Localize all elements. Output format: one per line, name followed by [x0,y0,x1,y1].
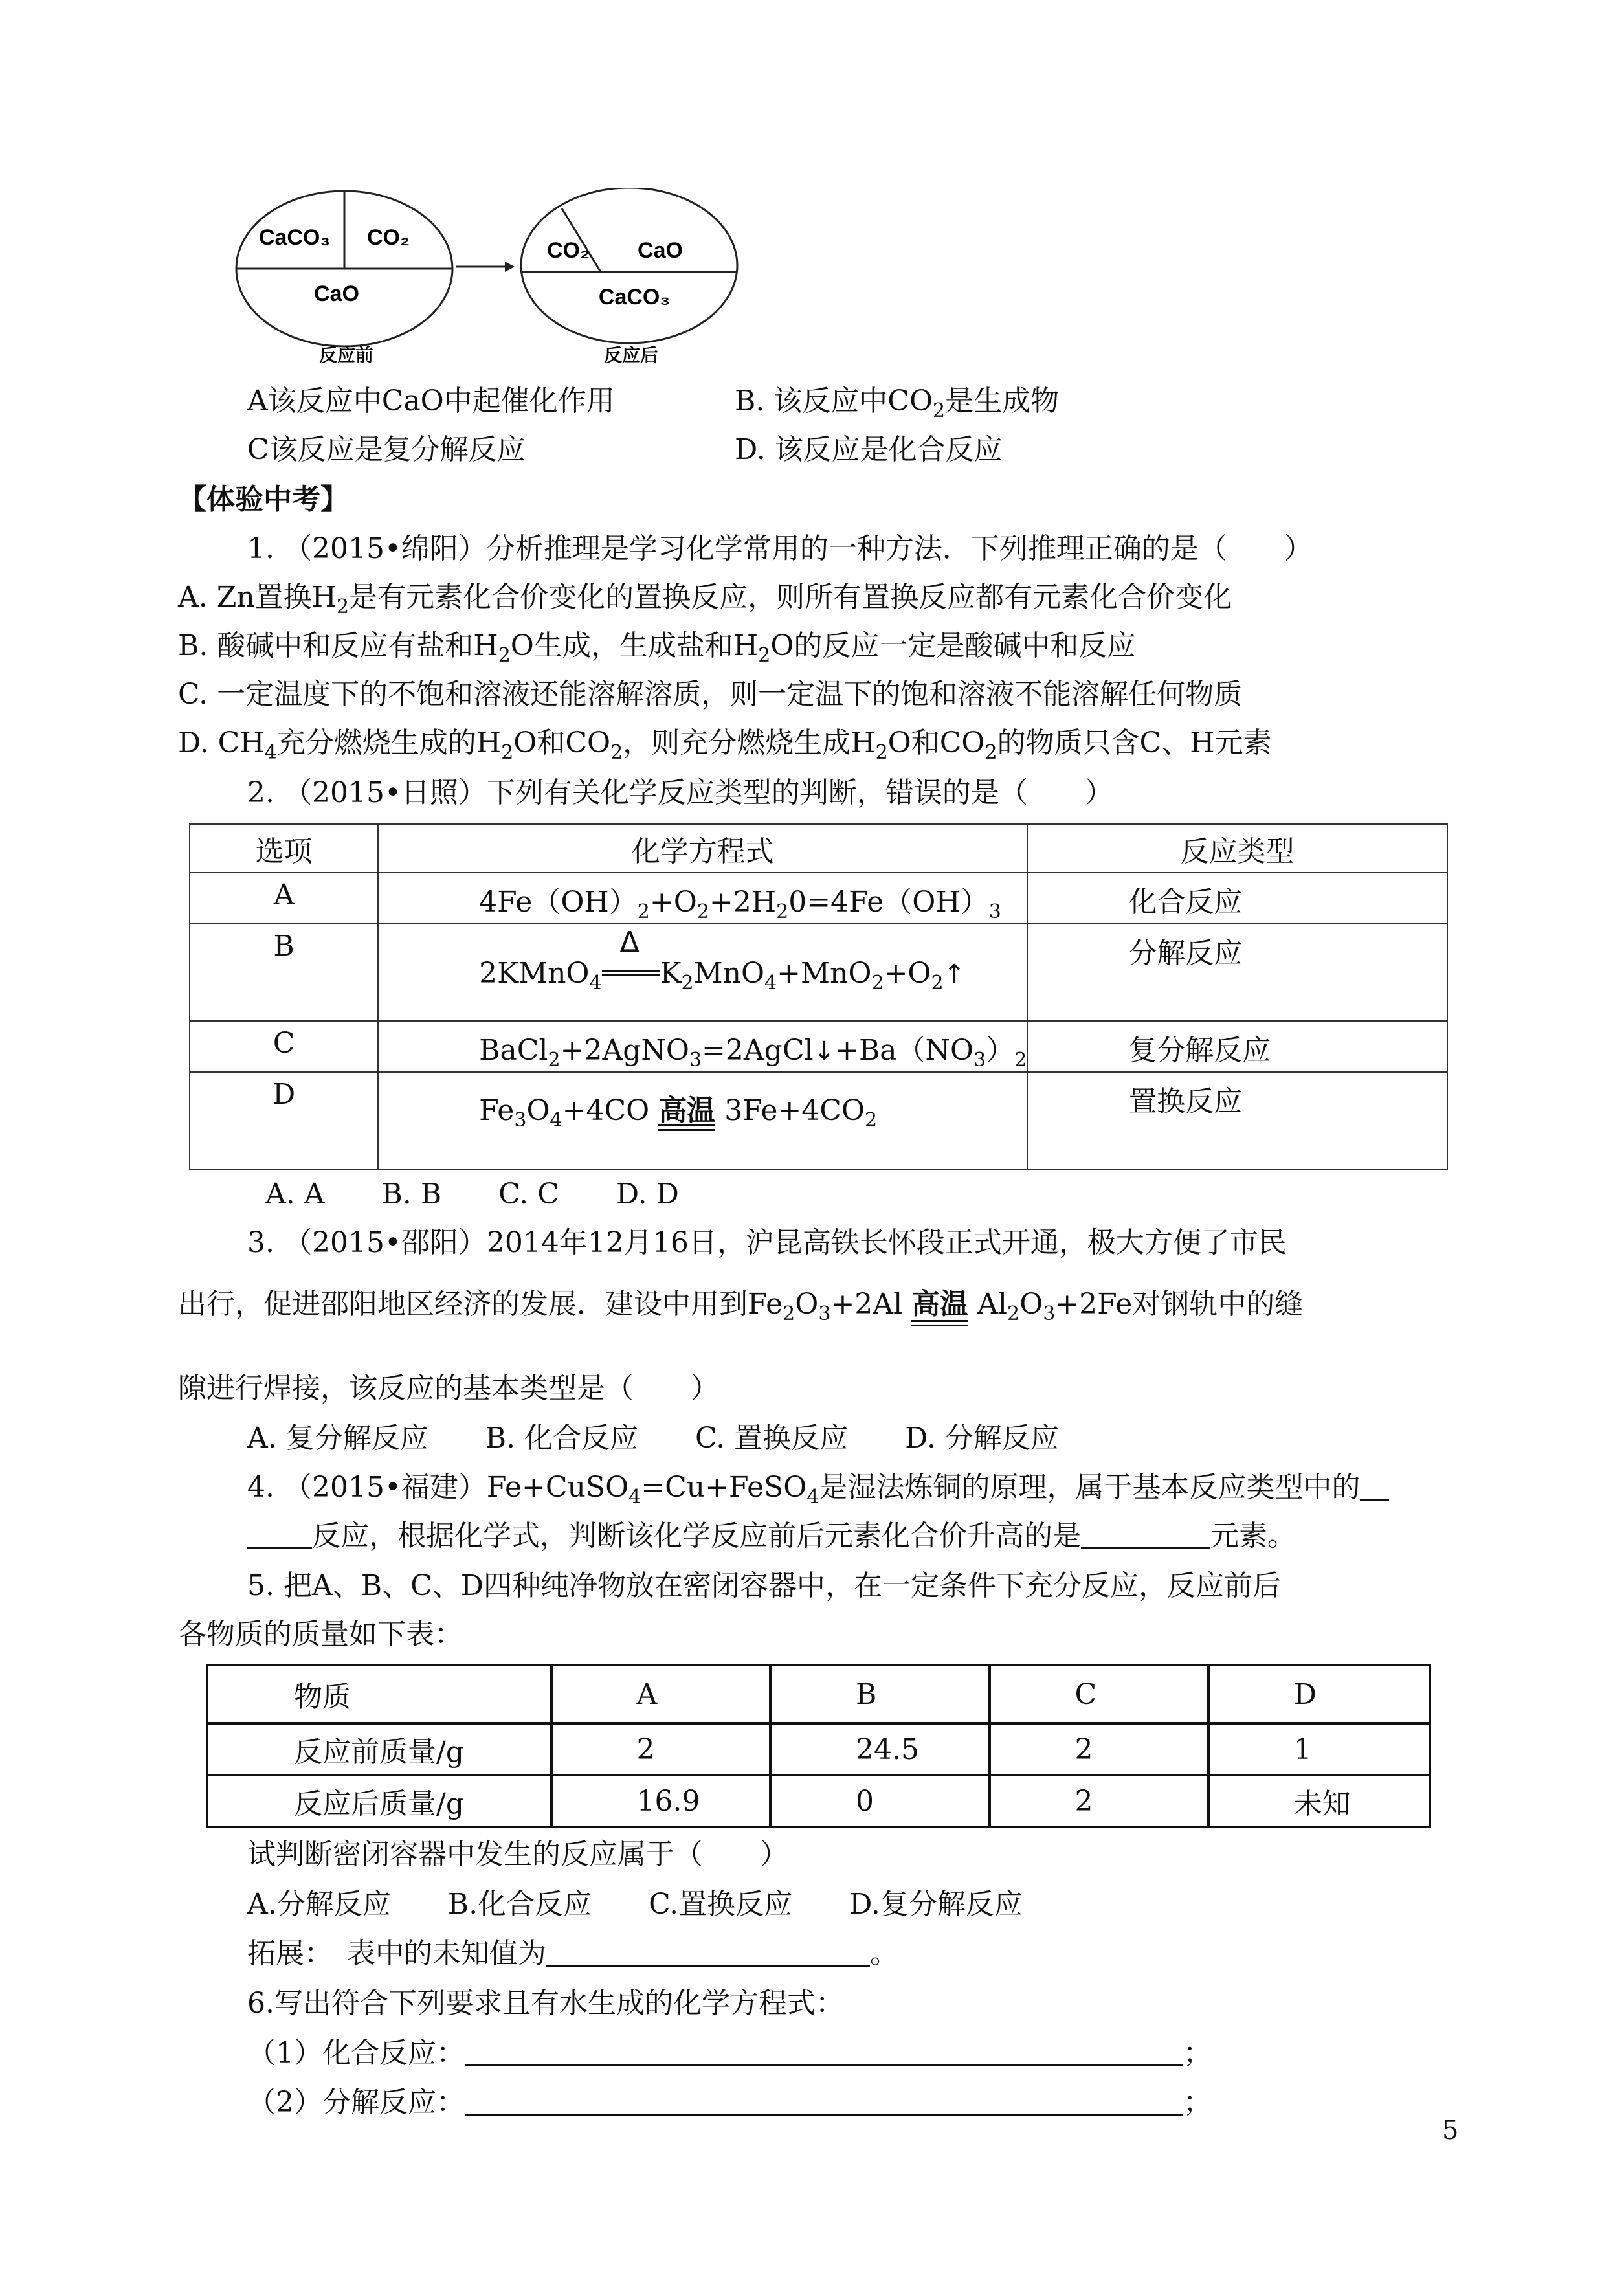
reaction-type: 置换反应 [1027,1072,1447,1169]
text: K [660,957,682,990]
table-cell: 反应前质量/g [207,1723,551,1775]
reaction-diagram [233,188,1010,563]
subscript: 2 [758,644,771,667]
table-cell: C [990,1665,1208,1723]
text: O和CO [513,726,611,759]
q1-option-c: C. 一定温度下的不饱和溶液还能溶解溶质，则一定温下的饱和溶液不能溶解任何物质 [178,678,1243,711]
condition-text: 高温 [911,1288,969,1321]
subscript: 2 [984,741,997,764]
prev-option-d: D. 该反应是化合反应 [735,433,1003,466]
q4-line2 [247,1517,1296,1556]
text: =2AgCl [702,1034,814,1067]
option-label: B [190,924,378,1021]
q1-option-a [178,578,1232,627]
q1-option-b [178,627,1135,675]
header-option: 选项 [190,824,378,873]
q5-line2: 各物质的质量如下表： [178,1618,463,1651]
page-number: 5 [1442,2116,1459,2145]
subscript: 3 [988,900,1001,923]
header-equation: 化学方程式 [378,824,1027,873]
subscript: 2 [933,399,946,422]
text: =Cu+FeSO [641,1471,807,1504]
text: +2Al [830,1288,903,1321]
after-cell-caco3: CaCO₃ [598,285,671,309]
equals-bars [911,1320,968,1326]
q1-stem: 1. （2015•绵阳）分析推理是学习化学常用的一种方法．下列推理正确的是（ ） [247,532,1313,565]
text: D. CH [178,726,265,759]
text: +O [649,886,697,919]
subscript: 4 [589,972,602,994]
text: +Ba（NO [835,1034,974,1067]
table-cell: 未知 [1208,1775,1430,1827]
before-circle-diagram [236,191,452,366]
heating-condition [602,926,660,990]
text: B. 酸碱中和反应有盐和H [178,629,498,662]
precipitate-arrow: ↓ [813,1036,836,1066]
high-temp-condition [911,1285,968,1324]
text: 出行，促进邵阳地区经济的发展．建设中用到Fe [178,1288,783,1321]
subscript: 2 [931,972,944,994]
text: 是有元素化合价变化的置换反应，则所有置换反应都有元素化合价变化 [349,581,1232,614]
subscript: 2 [875,741,888,764]
q5-header-row [207,1665,1430,1723]
q5-mass-table [206,1664,1431,1828]
before-cell-caco3: CaCO₃ [258,225,331,250]
equals-bars [658,1124,715,1131]
equals-bars [602,970,660,976]
text: +2AgNO [560,1034,689,1067]
delta-symbol: Δ [619,926,640,959]
table-cell: 2 [990,1775,1208,1827]
text: 4. （2015•福建）Fe+CuSO [247,1471,629,1504]
text: 4Fe（OH） [479,886,638,919]
subscript: 2 [696,900,709,923]
table-cell: B [770,1665,990,1723]
prev-option-c: C该反应是复分解反应 [247,433,526,466]
text: BaCl [479,1034,548,1067]
reaction-type: 分解反应 [1027,924,1447,1021]
answer-blank[interactable] [465,2064,1183,2066]
subscript: 2 [1007,1303,1020,1325]
reaction-arrow [456,262,515,272]
before-caption: 反应前 [318,344,374,366]
text: ） [986,1034,1015,1067]
table-cell: D [1208,1665,1430,1723]
equation-a [378,873,1027,924]
gas-arrow: ↑ [943,959,966,989]
section-title: 【体验中考】 [178,483,349,516]
text: Al [977,1288,1008,1321]
option-label: A [190,873,378,924]
text: +4CO [562,1094,650,1127]
table-cell: 1 [1208,1723,1430,1775]
text: ，则充分燃烧生成H [623,726,876,759]
subscript: 2 [681,972,694,994]
text: O [1019,1288,1043,1321]
answer-blank[interactable] [546,1965,870,1967]
text: O [795,1288,819,1321]
subscript: 2 [501,741,514,764]
q5-extension [247,1934,898,1973]
subscript: 3 [1043,1303,1056,1325]
before-cell-cao: CaO [314,282,359,306]
subscript: 3 [689,1049,702,1071]
subscript: 2 [610,741,623,764]
equation-b [378,924,1027,1021]
q3-choices: A. 复分解反应 B. 化合反应 C. 置换反应 D. 分解反应 [247,1422,1059,1455]
text: O的反应一定是酸碱中和反应 [770,629,1136,662]
q5-after-row [207,1775,1430,1827]
text: +2Fe对钢轨中的缝 [1055,1288,1304,1321]
subscript: 2 [637,900,650,923]
answer-blank[interactable] [1360,1499,1389,1501]
text: B. 该反应中CO [735,385,933,418]
text: O生成，生成盐和H [510,629,759,662]
q3-line3: 隙进行焊接，该反应的基本类型是（ ） [178,1372,719,1405]
subscript: 2 [548,1049,561,1071]
subscript: 4 [764,972,777,994]
table-cell: 反应后质量/g [207,1775,551,1827]
prev-option-a: A该反应中CaO中起催化作用 [247,385,615,418]
high-temp-condition [658,1087,715,1128]
text: 反应，根据化学式，判断该化学反应前后元素化合价升高的是 [312,1519,1081,1552]
subscript: 2 [871,972,884,994]
condition-text: 高温 [658,1094,716,1127]
text: +O [884,957,931,990]
text: +MnO [777,957,872,990]
table-cell: A [551,1665,771,1723]
reaction-type: 化合反应 [1027,873,1447,924]
text: 0=4Fe（OH） [788,886,989,919]
after-caption: 反应后 [603,344,659,366]
text: （1）化合反应： [247,2037,465,2070]
q5-choices: A.分解反应 B.化合反应 C.置换反应 D.复分解反应 [247,1888,1023,1921]
text: 是生成物 [945,385,1060,418]
q5-line1: 5. 把A、B、C、D四种纯净物放在密闭容器中，在一定条件下充分反应，反应前后 [247,1569,1282,1602]
subscript: 2 [864,1109,878,1132]
q2-row-d [190,1072,1447,1169]
subscript: 3 [514,1109,527,1132]
text: ； [1183,2037,1212,2070]
text: 充分燃烧生成的H [276,726,502,759]
option-label: D [190,1072,378,1169]
q2-header-row [190,824,1447,873]
q3-line1: 3. （2015•邵阳）2014年12月16日，沪昆高铁长怀段正式开通，极大方便了市民 [247,1226,1287,1259]
q2-row-a [190,873,1447,924]
text: 3Fe+4CO [724,1094,865,1127]
answer-blank[interactable] [247,1547,312,1549]
q5-question: 试判断密闭容器中发生的反应属于（ ） [247,1838,788,1871]
table-cell: 24.5 [770,1723,990,1775]
equation-d [378,1072,1027,1169]
table-cell: 16.9 [551,1775,771,1827]
text: ； [1183,2086,1212,2119]
text: Fe [479,1094,515,1127]
q1-option-d [178,724,1272,772]
answer-blank[interactable] [465,2114,1183,2116]
subscript: 3 [973,1049,986,1071]
subscript: 2 [337,596,350,618]
after-cell-cao: CaO [638,238,683,263]
subscript: 4 [806,1486,819,1508]
subscript: 2 [498,644,511,667]
text: 拓展： 表中的未知值为 [247,1937,546,1970]
subscript: 3 [818,1303,831,1325]
q4-line1 [247,1468,1389,1517]
q3-line2 [178,1285,1303,1334]
q6-item2 [247,2083,1212,2122]
equation-c [378,1021,1027,1072]
subscript: 4 [628,1486,641,1508]
table-cell: 2 [551,1723,771,1775]
q6-item1 [247,2034,1212,2073]
subscript: 2 [783,1303,795,1325]
text: （2）分解反应： [247,2086,465,2119]
before-cell-co2: CO₂ [366,225,410,250]
q2-stem: 2. （2015•日照）下列有关化学反应类型的判断，错误的是（ ） [247,776,1113,809]
text: A. Zn置换H [178,581,337,614]
table-cell: 0 [770,1775,990,1827]
text: 是湿法炼铜的原理，属于基本反应类型中的 [819,1471,1361,1504]
text: O和CO [887,726,985,759]
q5-before-row [207,1723,1430,1775]
text: 。 [870,1937,898,1970]
subscript: 2 [776,900,789,923]
q2-row-b [190,924,1447,1021]
header-type: 反应类型 [1027,824,1447,873]
subscript: 4 [264,741,277,764]
q2-row-c [190,1021,1447,1072]
answer-blank[interactable] [1081,1547,1210,1549]
prev-option-b [735,382,1059,431]
q2-table [189,823,1448,1170]
q6-stem: 6.写出符合下列要求且有水生成的化学方程式： [247,1987,844,2020]
after-cell-co2: CO₂ [546,238,590,263]
text: +2H [709,886,777,919]
table-cell: 2 [990,1723,1208,1775]
subscript: 4 [550,1109,562,1132]
text: 元素。 [1210,1519,1296,1552]
text: 2KMnO [479,957,590,990]
after-circle-diagram [521,188,737,366]
text: MnO [693,957,765,990]
text: O [526,1094,550,1127]
reaction-type: 复分解反应 [1027,1021,1447,1072]
table-cell: 物质 [207,1665,551,1723]
subscript: 2 [1014,1049,1027,1071]
q2-choices: A. A B. B C. C D. D [265,1178,679,1211]
option-label: C [190,1021,378,1072]
text: 的物质只含C、H元素 [997,726,1272,759]
